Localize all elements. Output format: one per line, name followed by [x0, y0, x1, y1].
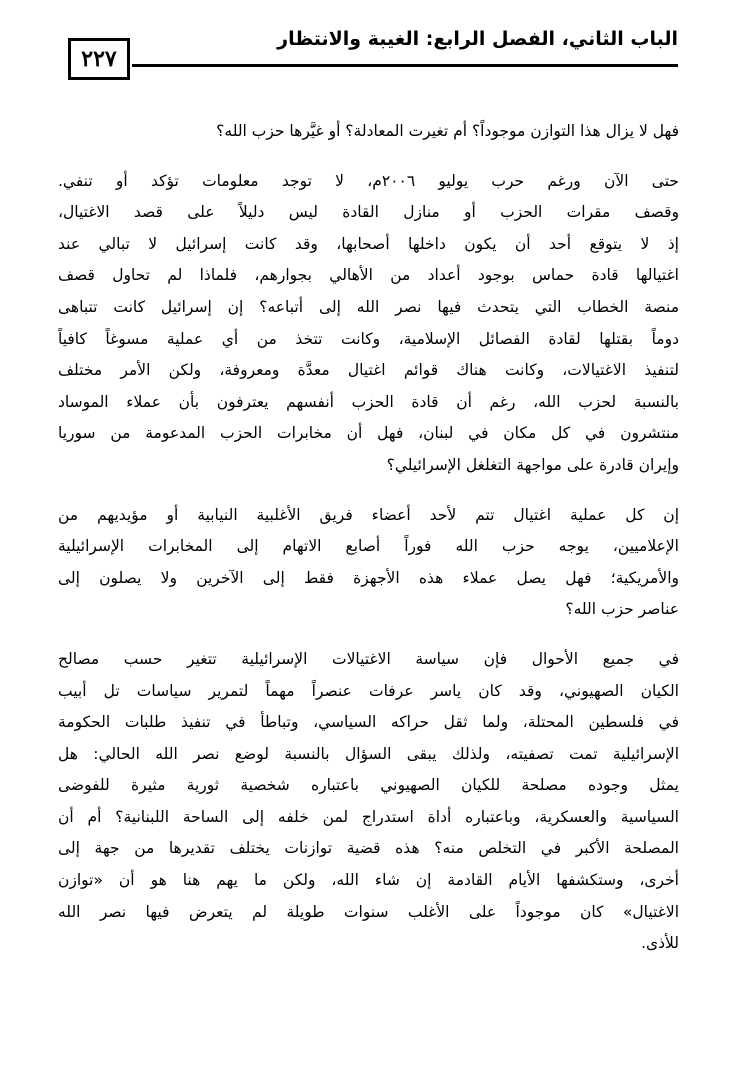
text-line: لتنفيذ الاغتيالات، وكانت هناك قوائم اغتيال معدَّة ومعروفة، ولكن الأمر مختلف: [58, 361, 679, 380]
body-text: [58, 116, 679, 978]
text-line: دوماً بقتلها لقادة الفصائل الإسلامية، وكانت تتخذ من أي عملية مسوغاً كافياً: [58, 329, 679, 348]
text-line: وقصف مقرات الحزب أو منازل القادة ليس دليلاً على قصد الاغتيال،: [58, 203, 679, 222]
text-line: للأذى.: [641, 934, 679, 953]
text-line: الإسرائيلية تمت تصفيته، ولذلك يبقى السؤال بالنسبة لوضع نصر الله الحالي: هل: [58, 744, 679, 763]
text-line: يمثل وجوده مصلحة للكيان الصهيوني باعتباره شخصية ثورية مثيرة للفوضى: [58, 776, 679, 795]
text-line: منصة الخطاب التي يتحدث فيها نصر الله إلى أتباعه؟ إن إسرائيل كانت تتباهى: [58, 297, 679, 316]
text-line: عناصر حزب الله؟: [565, 600, 679, 619]
text-line: في جميع الأحوال فإن سياسة الاغتيالات الإسرائيلية تتغير حسب مصالح: [58, 649, 679, 668]
text-line: منتشرون في كل مكان في لبنان، فهل أن مخابرات الحزب المدعومة من سوريا: [58, 424, 679, 443]
paragraph: [58, 644, 679, 960]
text-line: اغتيالها قادة حماس بوجود أعداد من الأهالي بجوارهم، فلماذا لم تحاول قصف: [58, 266, 679, 285]
paragraph: [58, 116, 679, 148]
text-line: المصلحة الأكبر في التخلص منه؟ هذه قضية توازنات يختلف تقديرها من جهة إلى: [58, 839, 679, 858]
page-number: ٢٢٧: [68, 38, 130, 80]
running-header: [60, 28, 678, 74]
chapter-title: الباب الثاني، الفصل الرابع: الغيبة والانتظار: [277, 28, 678, 50]
header-rule: [132, 64, 678, 67]
text-line: إذ لا يتوقع أحد أن يكون داخلها أصحابها، وقد كانت إسرائيل لا تبالي عند: [58, 234, 679, 253]
text-line: الإعلاميين، يوجه حزب الله فوراً أصابع الاتهام إلى المخابرات الإسرائيلية: [58, 537, 679, 556]
text-line: بالنسبة لحزب الله، رغم أن قادة الحزب أنفسهم يعترفون بأن عملاء الموساد: [58, 392, 679, 411]
text-line: إن كل عملية اغتيال تتم لأحد أعضاء فريق الأغلبية النيابية أو مؤيديهم من: [58, 505, 679, 524]
text-line: الكيان الصهيوني، وقد كان ياسر عرفات عنصراً مهماً لتمرير سياسات تل أبيب: [58, 681, 679, 700]
paragraph: [58, 166, 679, 482]
text-line: والأمريكية؛ فهل يصل عملاء هذه الأجهزة فقط إلى الآخرين ولا يصلون إلى: [58, 568, 679, 587]
text-line: في فلسطين المحتلة، ولما ثقل حراكه السياسي، وتباطأ في تنفيذ طلبات الحكومة: [58, 713, 679, 732]
text-line: السياسية والعسكرية، وباعتباره أداة استدراج لمن خلفه إلى الساحة اللبنانية؟ أم أن: [58, 807, 679, 826]
text-line: الاغتيال» كان موجوداً على الأغلب سنوات طويلة لم يتعرض فيها نصر الله: [58, 902, 679, 921]
paragraph: [58, 500, 679, 626]
text-line: حتى الآن ورغم حرب يوليو ٢٠٠٦م، لا توجد معلومات تؤكد أو تنفي.: [58, 171, 679, 190]
text-line: وإيران قادرة على مواجهة التغلغل الإسرائيلي؟: [386, 455, 679, 474]
text-line: أخرى، وستكشفها الأيام القادمة إن شاء الله، ولكن ما يهم هنا هو أن «توازن: [58, 871, 679, 890]
text-line: فهل لا يزال هذا التوازن موجوداً؟ أم تغيرت المعادلة؟ أو غيَّرها حزب الله؟: [216, 122, 679, 140]
